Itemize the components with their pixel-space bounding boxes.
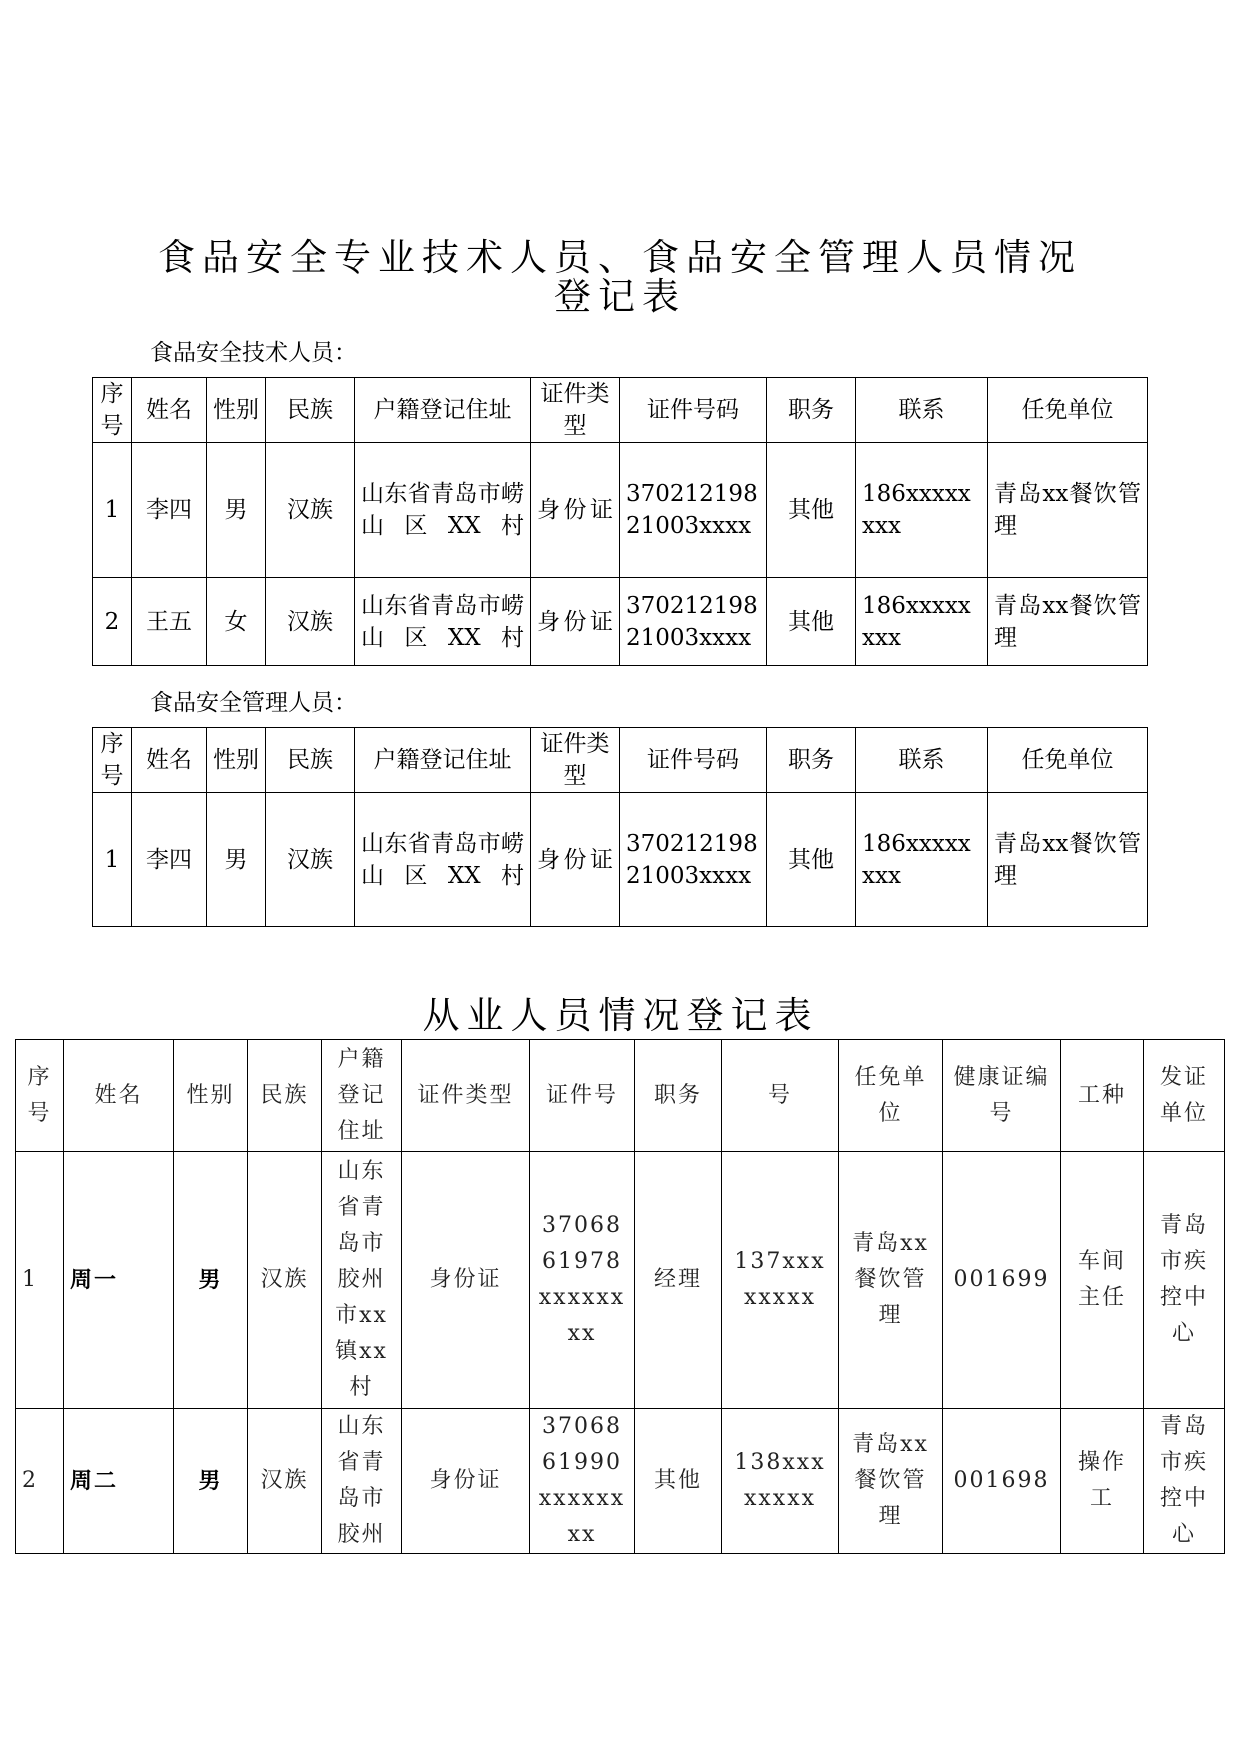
cell-address: 山东省青岛市崂山区XX村 bbox=[355, 443, 531, 578]
cell-phone: 138xxxxxxxx bbox=[722, 1409, 839, 1554]
mgmt-section-label: 食品安全管理人员： bbox=[150, 690, 357, 716]
cell-id-number: 37021219821003xxxx bbox=[620, 793, 767, 927]
header-cell: 民族 bbox=[266, 378, 355, 443]
header-cell: 姓名 bbox=[132, 728, 207, 793]
header-cell: 职务 bbox=[635, 1040, 722, 1152]
header-cell: 证件类型 bbox=[531, 728, 620, 793]
table-row bbox=[16, 1409, 1225, 1554]
cell-name: 李四 bbox=[132, 443, 207, 578]
cell-ethnicity: 汉族 bbox=[248, 1152, 322, 1409]
table-header-row bbox=[93, 728, 1148, 793]
cell-unit: 青岛xx餐饮管理 bbox=[988, 578, 1148, 666]
cell-unit: 青岛xx餐饮管理 bbox=[988, 793, 1148, 927]
header-cell: 证件号码 bbox=[620, 378, 767, 443]
header-cell: 户籍登记住址 bbox=[322, 1040, 402, 1152]
cell-index: 1 bbox=[93, 793, 132, 927]
cell-id-number: 3706861978xxxxxxxx bbox=[530, 1152, 635, 1409]
cell-name: 王五 bbox=[132, 578, 207, 666]
header-cell: 号 bbox=[722, 1040, 839, 1152]
header-cell: 联系 bbox=[856, 728, 988, 793]
cell-id-type: 身份证 bbox=[531, 578, 620, 666]
cell-position: 经理 bbox=[635, 1152, 722, 1409]
cell-issuer: 青岛市疾控中心 bbox=[1144, 1409, 1225, 1554]
cell-ethnicity: 汉族 bbox=[266, 443, 355, 578]
header-cell: 任免单位 bbox=[988, 378, 1148, 443]
employee-table bbox=[15, 1039, 1225, 1554]
table-row bbox=[93, 443, 1148, 578]
cell-phone: 137xxxxxxxx bbox=[722, 1152, 839, 1409]
cell-id-number: 3706861990xxxxxxxx bbox=[530, 1409, 635, 1554]
cell-name: 周二 bbox=[64, 1409, 174, 1554]
cell-id-number: 37021219821003xxxx bbox=[620, 443, 767, 578]
cell-job-type: 操作工 bbox=[1061, 1409, 1144, 1554]
cell-position: 其他 bbox=[635, 1409, 722, 1554]
cell-ethnicity: 汉族 bbox=[248, 1409, 322, 1554]
cell-address: 山东省青岛市胶州 bbox=[322, 1409, 402, 1554]
header-cell: 序号 bbox=[93, 378, 132, 443]
employee-table-title: 从业人员情况登记表 bbox=[422, 994, 819, 1037]
cell-unit: 青岛xx餐饮管理 bbox=[839, 1152, 943, 1409]
header-cell: 发证单位 bbox=[1144, 1040, 1225, 1152]
tech-section-label: 食品安全技术人员： bbox=[150, 340, 357, 366]
cell-unit: 青岛xx餐饮管理 bbox=[988, 443, 1148, 578]
cell-health-cert: 001698 bbox=[943, 1409, 1061, 1554]
cell-issuer: 青岛市疾控中心 bbox=[1144, 1152, 1225, 1409]
tech-staff-table bbox=[92, 377, 1148, 666]
header-cell: 职务 bbox=[767, 728, 856, 793]
table-row bbox=[93, 578, 1148, 666]
cell-index: 1 bbox=[93, 443, 132, 578]
cell-contact: 186xxxxxxxx bbox=[856, 578, 988, 666]
cell-gender: 男 bbox=[174, 1152, 248, 1409]
cell-ethnicity: 汉族 bbox=[266, 578, 355, 666]
header-cell: 任免单位 bbox=[839, 1040, 943, 1152]
cell-unit: 青岛xx餐饮管理 bbox=[839, 1409, 943, 1554]
cell-address: 山东省青岛市崂山区XX村 bbox=[355, 578, 531, 666]
cell-job-type: 车间主任 bbox=[1061, 1152, 1144, 1409]
cell-id-type: 身份证 bbox=[531, 793, 620, 927]
table-row bbox=[93, 793, 1148, 927]
header-cell: 性别 bbox=[207, 378, 266, 443]
header-cell: 序号 bbox=[93, 728, 132, 793]
page-title: 食品安全专业技术人员、食品安全管理人员情况登记表 bbox=[158, 236, 1082, 318]
header-cell: 证件类型 bbox=[402, 1040, 530, 1152]
table-header-row bbox=[93, 378, 1148, 443]
cell-id-type: 身份证 bbox=[531, 443, 620, 578]
header-cell: 民族 bbox=[248, 1040, 322, 1152]
cell-position: 其他 bbox=[767, 793, 856, 927]
cell-id-number: 37021219821003xxxx bbox=[620, 578, 767, 666]
cell-name: 李四 bbox=[132, 793, 207, 927]
cell-position: 其他 bbox=[767, 443, 856, 578]
cell-address: 山东省青岛市崂山区XX村 bbox=[355, 793, 531, 927]
mgmt-staff-table bbox=[92, 727, 1148, 927]
header-cell: 户籍登记住址 bbox=[355, 378, 531, 443]
cell-contact: 186xxxxxxxx bbox=[856, 793, 988, 927]
header-cell: 联系 bbox=[856, 378, 988, 443]
cell-ethnicity: 汉族 bbox=[266, 793, 355, 927]
cell-gender: 男 bbox=[207, 793, 266, 927]
header-cell: 健康证编号 bbox=[943, 1040, 1061, 1152]
table-row bbox=[16, 1152, 1225, 1409]
cell-index: 2 bbox=[93, 578, 132, 666]
cell-gender: 男 bbox=[207, 443, 266, 578]
header-cell: 证件号 bbox=[530, 1040, 635, 1152]
cell-address: 山东省青岛市胶州市xx镇xx村 bbox=[322, 1152, 402, 1409]
header-cell: 姓名 bbox=[132, 378, 207, 443]
cell-index: 2 bbox=[16, 1409, 64, 1554]
header-cell: 证件类型 bbox=[531, 378, 620, 443]
header-cell: 户籍登记住址 bbox=[355, 728, 531, 793]
header-cell: 序号 bbox=[16, 1040, 64, 1152]
header-cell: 职务 bbox=[767, 378, 856, 443]
cell-position: 其他 bbox=[767, 578, 856, 666]
header-cell: 证件号码 bbox=[620, 728, 767, 793]
header-cell: 任免单位 bbox=[988, 728, 1148, 793]
cell-name: 周一 bbox=[64, 1152, 174, 1409]
cell-health-cert: 001699 bbox=[943, 1152, 1061, 1409]
header-cell: 姓名 bbox=[64, 1040, 174, 1152]
header-cell: 性别 bbox=[207, 728, 266, 793]
cell-contact: 186xxxxxxxx bbox=[856, 443, 988, 578]
cell-gender: 男 bbox=[174, 1409, 248, 1554]
header-cell: 性别 bbox=[174, 1040, 248, 1152]
cell-gender: 女 bbox=[207, 578, 266, 666]
table-header-row bbox=[16, 1040, 1225, 1152]
cell-id-type: 身份证 bbox=[402, 1152, 530, 1409]
header-cell: 工种 bbox=[1061, 1040, 1144, 1152]
cell-id-type: 身份证 bbox=[402, 1409, 530, 1554]
cell-index: 1 bbox=[16, 1152, 64, 1409]
header-cell: 民族 bbox=[266, 728, 355, 793]
